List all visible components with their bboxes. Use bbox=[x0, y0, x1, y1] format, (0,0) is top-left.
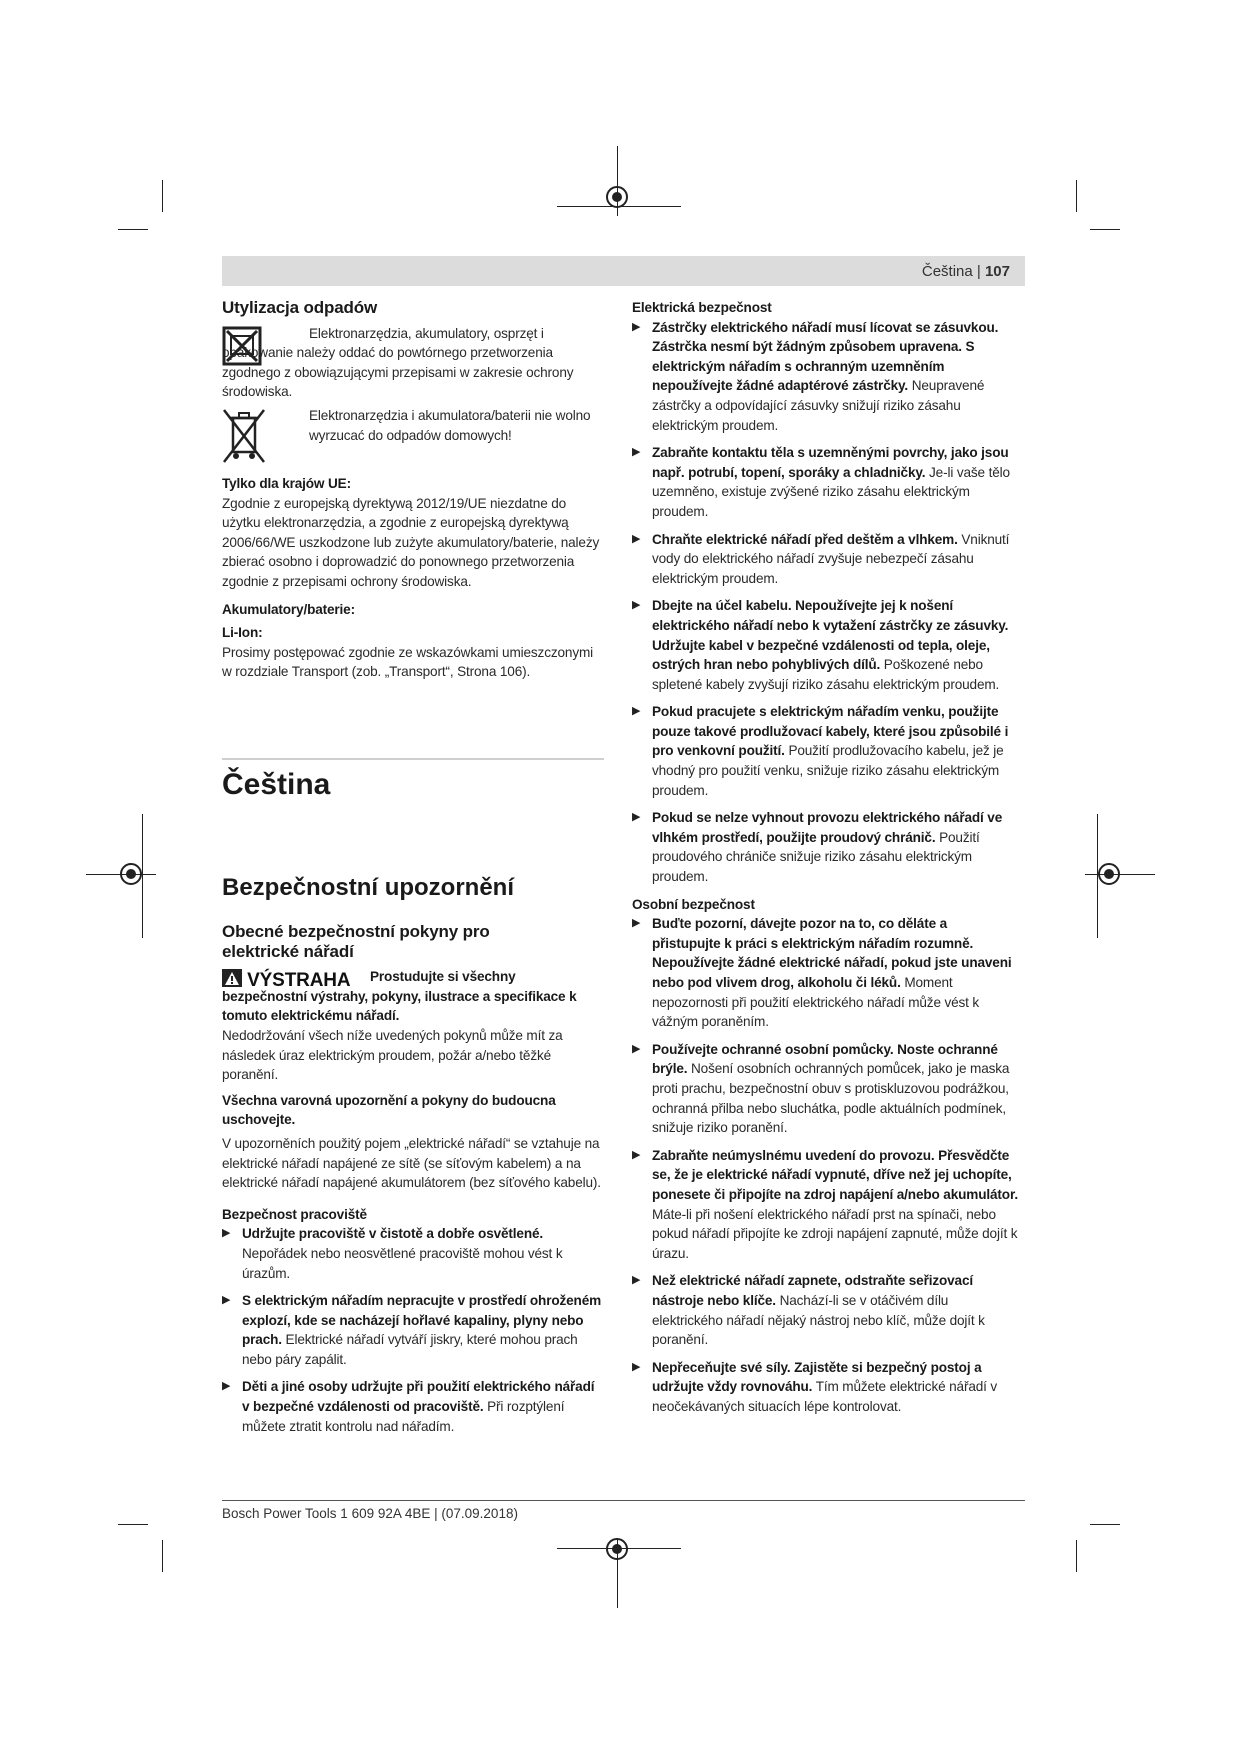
safety-title: Bezpečnostní upozornění bbox=[222, 874, 515, 901]
personal-item bbox=[632, 914, 1018, 1032]
registration-mark bbox=[120, 863, 142, 885]
registration-mark bbox=[606, 1538, 628, 1560]
registration-mark bbox=[1098, 863, 1120, 885]
personal-item-text: Moment nepozornosti při použití elektrického nářadí může vést k vážným poraněním. bbox=[652, 975, 980, 1030]
electrical-item-text: Použití proudového chrániče snižuje riziko zásahu elektrickým proudem. bbox=[652, 829, 980, 885]
workplace-item-bold: S elektrickým nářadím nepracujte v prostředí ohroženém explozí, kde se nacházejí hořlavé kapaliny, plyny nebo prach. bbox=[242, 1293, 602, 1348]
personal-title: Osobní bezpečnost bbox=[632, 896, 755, 912]
personal-item bbox=[632, 1040, 1018, 1138]
footer-rule bbox=[222, 1500, 1025, 1501]
crop-mark bbox=[118, 229, 148, 230]
personal-item-bold: Buďte pozorní, dávejte pozor na to, co děláte a přistupujte k práci s elektrickým nářadím rozumně. Nepoužívejte žádné elektrické nářadí, pokud jste unaveni nebo pod vlivem drog, alkoholu či léků. bbox=[652, 916, 1012, 990]
left-column-top bbox=[222, 298, 604, 682]
crop-mark bbox=[162, 180, 163, 212]
workplace-item-text: Při rozptýlení můžete ztratit kontrolu nad nářadím. bbox=[242, 1399, 565, 1434]
workplace-item bbox=[222, 1377, 604, 1436]
personal-item bbox=[632, 1358, 1018, 1417]
header-separator: | bbox=[976, 263, 981, 280]
section-rule bbox=[222, 758, 604, 760]
general-title: Obecné bezpečnostní pokyny pro elektrické nářadí bbox=[222, 922, 490, 961]
liion-text: Prosimy postępować zgodnie ze wskazówkami umieszczonymi w rozdziale Transport (zob. „Transport“, Strona 106). bbox=[222, 644, 594, 680]
disposal-text-2: Elektronarzędzia i akumulatora/baterii nie wolno wyrzucać do odpadów domowych! bbox=[309, 407, 591, 443]
workplace-item-bold: Děti a jiné osoby udržujte při použití elektrického nářadí v bezpečné vzdálenosti od pracoviště. bbox=[242, 1379, 595, 1415]
disposal-block-1 bbox=[222, 324, 604, 402]
workplace-item-bold: Udržujte pracoviště v čistotě a dobře osvětlené. bbox=[242, 1226, 544, 1242]
liion-title: Li-Ion: bbox=[222, 625, 263, 641]
personal-item-bold: Nepřeceňujte své síly. Zajistěte si bezpečný postoj a udržujte vždy rovnováhu. bbox=[652, 1359, 982, 1395]
left-column-bottom bbox=[222, 922, 604, 1444]
personal-item-text: Nošení osobních ochranných pomůcek, jako je maska proti prachu, bezpečnostní obuv s protiskluzovou podrážkou, ochranná přilba nebo sluchátka, podle aktuálních podmínek, snižuje riziko poranění. bbox=[652, 1061, 1010, 1136]
electrical-item bbox=[632, 596, 1018, 694]
electrical-item-bold: Zabraňte kontaktu těla s uzemněnými povrchy, jako jsou např. potrubí, topení, sporáky a chladničky. bbox=[652, 445, 1009, 480]
electrical-item bbox=[632, 702, 1018, 800]
crop-mark bbox=[1076, 1540, 1077, 1572]
personal-item-text: Máte-li při nošení elektrického nářadí prst na spínači, nebo pokud nářadí připojíte ke zdroji napájení zapnuté, může dojít k úrazu. bbox=[652, 1206, 1018, 1261]
disposal-text-1: Elektronarzędzia, akumulatory, osprzęt i opakowanie należy oddać do powtórnego przetworzenia zgodnego z obowiązującymi przepisami w zakresie ochrony środowiska. bbox=[222, 325, 574, 400]
electrical-item bbox=[632, 318, 1018, 436]
electrical-item-bold: Pokud se nelze vyhnout provozu elektrického nářadí ve vlhkém prostředí, použijte proudový chránič. bbox=[652, 810, 1003, 845]
registration-mark bbox=[606, 186, 628, 208]
personal-item-bold: Zabraňte neúmyslnému uvedení do provozu. Přesvědčte se, že je elektrické nářadí vypnuté, dříve než jej uchopíte, ponesete či připojíte na zdroj napájení a/nebo akumulátor. bbox=[652, 1147, 1018, 1202]
disposal-block-2 bbox=[222, 406, 604, 466]
crop-mark bbox=[162, 1540, 163, 1572]
electrical-item-bold: Chraňte elektrické nářadí před deštěm a vlhkem. bbox=[652, 531, 958, 547]
personal-item bbox=[632, 1271, 1018, 1349]
warning-followup: Nedodržování všech níže uvedených pokynů může mít za následek úraz elektrickým proudem, požár a/nebo těžké poranění. bbox=[222, 1027, 563, 1083]
page-header bbox=[222, 256, 1025, 286]
crop-mark bbox=[1076, 180, 1077, 212]
crop-mark bbox=[1090, 1524, 1120, 1525]
recycle-box-icon bbox=[222, 326, 262, 366]
electrical-item bbox=[632, 530, 1018, 589]
workplace-title: Bezpečnost pracoviště bbox=[222, 1206, 367, 1222]
electrical-title: Elektrická bezpečnost bbox=[632, 300, 772, 315]
page-number: 107 bbox=[984, 263, 1010, 280]
electrical-item-bold: Zástrčky elektrického nářadí musí lícovat se zásuvkou. Zástrčka nesmí být žádným způsobem upravena. S elektrickým nářadím s ochranným uzemněním nepoužívejte žádné adaptérové zástrčky. bbox=[652, 319, 999, 394]
electrical-item bbox=[632, 443, 1018, 521]
page-header-text bbox=[922, 263, 1010, 280]
workplace-item-text: Elektrické nářadí vytváří jiskry, které mohou prach nebo páry zapálit. bbox=[242, 1332, 578, 1367]
warning-label: VÝSTRAHA bbox=[247, 970, 351, 992]
crossed-bin-icon bbox=[222, 408, 266, 464]
personal-item bbox=[632, 1146, 1018, 1264]
crop-mark bbox=[118, 1524, 148, 1525]
disposal-title: Utylizacja odpadów bbox=[222, 298, 378, 317]
electrical-item-text: Poškozené nebo spletené kabely zvyšují riziko zásahu elektrickým proudem. bbox=[652, 657, 1000, 692]
crop-mark bbox=[1090, 229, 1120, 230]
battery-title: Akumulatory/baterie: bbox=[222, 601, 355, 617]
electrical-item-bold: Pokud pracujete s elektrickým nářadím venku, použijte pouze takové prodlužovací kabely, které jsou způsobilé i pro venkovní použití. bbox=[652, 704, 1009, 759]
personal-item-text: Nachází-li se v otáčivém dílu elektrického nářadí nějaký nástroj nebo klíč, může dojít k poranění. bbox=[652, 1292, 985, 1348]
page-footer: Bosch Power Tools 1 609 92A 4BE | (07.09.2018) bbox=[222, 1506, 518, 1521]
registration-line bbox=[1085, 874, 1155, 875]
electrical-item bbox=[632, 808, 1018, 886]
term-text: V upozorněních použitý pojem „elektrické nářadí“ se vztahuje na elektrické nářadí napájené ze sítě (se síťovým kabelem) a na elektrické nářadí napájené akumulátorem (bez síťového kabelu). bbox=[222, 1135, 601, 1191]
electrical-item-text: Vniknutí vody do elektrického nářadí zvyšuje nebezpečí zásahu elektrickým proudem. bbox=[652, 531, 1010, 586]
section-title: Čeština bbox=[222, 768, 331, 801]
workplace-item bbox=[222, 1291, 604, 1369]
electrical-item-text: Neupravené zástrčky a odpovídající zásuvky snižují riziko zásahu elektrickým proudem. bbox=[652, 378, 985, 433]
workplace-item-text: Nepořádek nebo neosvětlené pracoviště mohou vést k úrazům. bbox=[242, 1245, 563, 1281]
personal-item-bold: Používejte ochranné osobní pomůcky. Noste ochranné brýle. bbox=[652, 1041, 998, 1077]
warning-label-box bbox=[222, 969, 350, 991]
registration-line bbox=[142, 814, 143, 938]
personal-item-text: Tím můžete elektrické nářadí v neočekávaných situacích lépe kontrolovat. bbox=[652, 1379, 998, 1414]
keep-title: Všechna varovná upozornění a pokyny do budoucna uschovejte. bbox=[222, 1092, 556, 1128]
warning-triangle-icon bbox=[222, 969, 242, 987]
right-column bbox=[632, 298, 1018, 1424]
workplace-item bbox=[222, 1224, 604, 1283]
electrical-item-bold: Dbejte na účel kabelu. Nepoužívejte jej k nošení elektrického nářadí nebo k vytažení zástrčky ze zásuvky. Udržujte kabel v bezpečné vzdálenosti od tepla, oleje, ostrých hran nebo pohyblivých dílů. bbox=[652, 598, 1009, 673]
header-language: Čeština bbox=[921, 263, 973, 280]
warning-block bbox=[222, 967, 604, 1026]
electrical-item-text: Je-li vaše tělo uzemněno, existuje zvýšené riziko zásahu elektrickým proudem. bbox=[652, 464, 1010, 519]
personal-item-bold: Než elektrické nářadí zapnete, odstraňte seřizovací nástroje nebo klíče. bbox=[652, 1273, 974, 1308]
warning-text: Prostudujte si všechny bezpečnostní výstrahy, pokyny, ilustrace a specifikace k tomuto elektrickému nářadí. bbox=[222, 969, 577, 1024]
eu-text: Zgodnie z europejską dyrektywą 2012/19/UE niezdatne do użytku elektronarzędzia, a zgodnie z europejską dyrektywą 2006/66/WE uszkodzone lub zużyte akumulatory/baterie, należy zbierać osobno i doprowadzić do ponownego przetworzenia zgodnie z przepisami ochrony środowiska. bbox=[222, 495, 600, 589]
electrical-item-text: Použití prodlužovacího kabelu, jež je vhodný pro použití venku, snižuje riziko zásahu elektrickým proudem. bbox=[652, 743, 1004, 798]
eu-title: Tylko dla krajów UE: bbox=[222, 475, 351, 491]
